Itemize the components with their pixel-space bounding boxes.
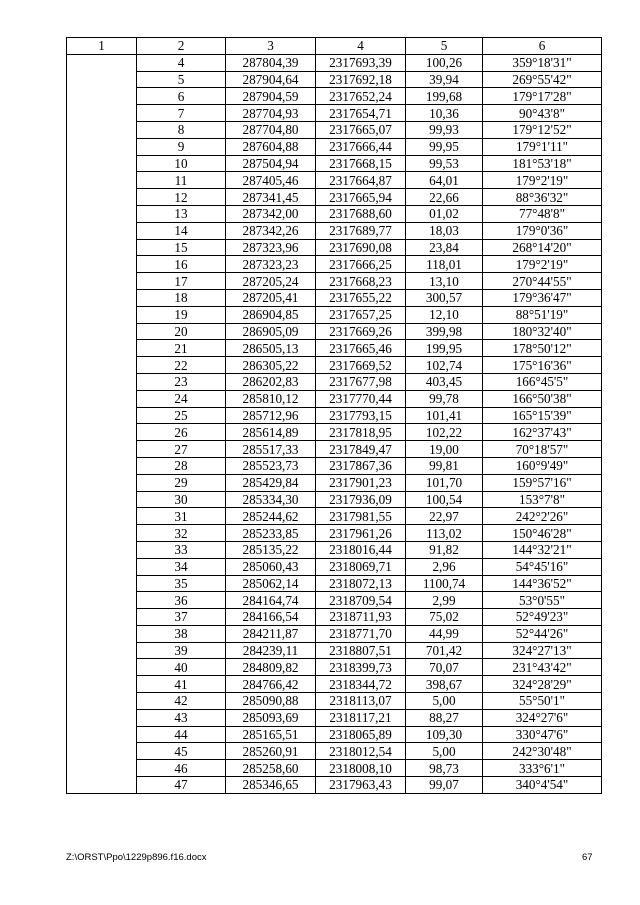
table-cell-col-2: 13 <box>137 205 226 222</box>
col-header-4: 4 <box>316 38 406 55</box>
table-cell-col-3: 285260,91 <box>226 743 316 760</box>
table-cell-col-6: 52°44'26" <box>483 625 602 642</box>
table-row <box>67 743 602 760</box>
table-cell-col-4: 2317901,23 <box>316 474 406 491</box>
table-cell-col-2: 38 <box>137 625 226 642</box>
table-cell-col-5: 01,02 <box>406 205 483 222</box>
table-cell-col-4: 2317688,60 <box>316 205 406 222</box>
table-row <box>67 222 602 239</box>
table-row <box>67 88 602 105</box>
table-cell-col-2: 25 <box>137 407 226 424</box>
table-cell-col-5: 102,22 <box>406 424 483 441</box>
table-cell-col-6: 324°28'29" <box>483 676 602 693</box>
table-cell-col-5: 113,02 <box>406 525 483 542</box>
table-cell-col-5: 99,53 <box>406 155 483 172</box>
table-cell-col-3: 285517,33 <box>226 441 316 458</box>
table-cell-col-3: 287604,88 <box>226 138 316 155</box>
table-cell-col-3: 285810,12 <box>226 390 316 407</box>
table-cell-col-2: 43 <box>137 709 226 726</box>
table-cell-col-2: 34 <box>137 558 226 575</box>
table-cell-col-4: 2317770,44 <box>316 390 406 407</box>
table-cell-col-4: 2317692,18 <box>316 71 406 88</box>
table-cell-col-6: 159°57'16" <box>483 474 602 491</box>
table-cell-col-2: 26 <box>137 424 226 441</box>
table-cell-col-4: 2317666,44 <box>316 138 406 155</box>
table-cell-col-6: 55°50'1" <box>483 693 602 710</box>
table-cell-col-2: 18 <box>137 289 226 306</box>
table-cell-col-3: 284211,87 <box>226 625 316 642</box>
table-cell-col-4: 2318069,71 <box>316 558 406 575</box>
table-cell-col-5: 39,94 <box>406 71 483 88</box>
table-cell-col-5: 398,67 <box>406 676 483 693</box>
table-row <box>67 491 602 508</box>
table-cell-col-4: 2317668,23 <box>316 273 406 290</box>
table-cell-col-2: 30 <box>137 491 226 508</box>
table-cell-col-2: 4 <box>137 54 226 71</box>
table-row <box>67 407 602 424</box>
table-cell-col-5: 13,10 <box>406 273 483 290</box>
table-row <box>67 189 602 206</box>
table-cell-col-6: 179°2'19" <box>483 256 602 273</box>
table-cell-col-6: 340°4'54" <box>483 777 602 794</box>
table-row <box>67 625 602 642</box>
table-cell-col-2: 10 <box>137 155 226 172</box>
table-cell-col-5: 2,96 <box>406 558 483 575</box>
table-cell-col-2: 21 <box>137 340 226 357</box>
table-cell-col-3: 285346,65 <box>226 777 316 794</box>
table-cell-col-6: 181°53'18" <box>483 155 602 172</box>
table-cell-col-4: 2317655,22 <box>316 289 406 306</box>
table-cell-col-6: 160°9'49" <box>483 457 602 474</box>
table-cell-col-2: 44 <box>137 726 226 743</box>
table-row <box>67 525 602 542</box>
table-cell-col-6: 269°55'42" <box>483 71 602 88</box>
table-cell-col-5: 118,01 <box>406 256 483 273</box>
table-cell-col-6: 88°36'32" <box>483 189 602 206</box>
table-row <box>67 289 602 306</box>
table-cell-col-2: 19 <box>137 306 226 323</box>
table-cell-col-2: 37 <box>137 609 226 626</box>
table-cell-col-4: 2317981,55 <box>316 508 406 525</box>
table-cell-col-3: 287323,23 <box>226 256 316 273</box>
table-cell-col-5: 88,27 <box>406 709 483 726</box>
coordinates-table-container <box>66 37 601 794</box>
table-row <box>67 609 602 626</box>
table-cell-col-6: 153°7'8" <box>483 491 602 508</box>
table-cell-col-4: 2317668,15 <box>316 155 406 172</box>
table-cell-col-2: 22 <box>137 357 226 374</box>
table-cell-col-5: 100,54 <box>406 491 483 508</box>
table-cell-col-4: 2318016,44 <box>316 541 406 558</box>
table-cell-col-5: 1100,74 <box>406 575 483 592</box>
table-cell-col-2: 11 <box>137 172 226 189</box>
table-cell-col-4: 2317818,95 <box>316 424 406 441</box>
table-cell-col-5: 98,73 <box>406 760 483 777</box>
table-cell-col-5: 99,93 <box>406 121 483 138</box>
table-cell-col-4: 2317963,43 <box>316 777 406 794</box>
table-row <box>67 424 602 441</box>
table-row <box>67 474 602 491</box>
table-cell-col-6: 77°48'8" <box>483 205 602 222</box>
table-row <box>67 373 602 390</box>
table-cell-col-5: 91,82 <box>406 541 483 558</box>
table-row <box>67 239 602 256</box>
table-cell-col-6: 52°49'23" <box>483 609 602 626</box>
table-cell-col-3: 285429,84 <box>226 474 316 491</box>
table-cell-col-6: 144°32'21" <box>483 541 602 558</box>
table-cell-col-3: 285093,69 <box>226 709 316 726</box>
table-cell-col-3: 285062,14 <box>226 575 316 592</box>
table-row <box>67 508 602 525</box>
col-header-5: 5 <box>406 38 483 55</box>
table-cell-col-3: 287804,39 <box>226 54 316 71</box>
table-row <box>67 642 602 659</box>
table-cell-col-5: 18,03 <box>406 222 483 239</box>
table-cell-col-6: 53°0'55" <box>483 592 602 609</box>
table-cell-col-6: 178°50'12" <box>483 340 602 357</box>
table-row <box>67 71 602 88</box>
table-cell-col-6: 166°45'5" <box>483 373 602 390</box>
table-cell-col-5: 102,74 <box>406 357 483 374</box>
table-cell-col-5: 22,66 <box>406 189 483 206</box>
table-cell-col-6: 165°15'39" <box>483 407 602 424</box>
table-cell-col-5: 12,10 <box>406 306 483 323</box>
table-row <box>67 575 602 592</box>
table-cell-col-5: 99,07 <box>406 777 483 794</box>
table-cell-col-6: 242°30'48" <box>483 743 602 760</box>
table-row <box>67 541 602 558</box>
table-cell-col-2: 29 <box>137 474 226 491</box>
table-cell-col-2: 23 <box>137 373 226 390</box>
footer-file-path: Z:\ORST\Ppo\1229p896.f16.docx <box>66 852 207 863</box>
table-cell-col-6: 242°2'26" <box>483 508 602 525</box>
table-cell-col-4: 2318711,93 <box>316 609 406 626</box>
table-cell-col-2: 31 <box>137 508 226 525</box>
table-cell-col-6: 179°12'52" <box>483 121 602 138</box>
table-cell-col-2: 20 <box>137 323 226 340</box>
table-cell-col-4: 2317849,47 <box>316 441 406 458</box>
table-row <box>67 659 602 676</box>
table-cell-col-2: 6 <box>137 88 226 105</box>
merged-column-1-cell <box>67 54 137 793</box>
table-cell-col-3: 284164,74 <box>226 592 316 609</box>
table-cell-col-4: 2318807,51 <box>316 642 406 659</box>
table-cell-col-4: 2317936,09 <box>316 491 406 508</box>
table-cell-col-6: 359°18'31" <box>483 54 602 71</box>
table-cell-col-4: 2318113,07 <box>316 693 406 710</box>
table-cell-col-4: 2318117,21 <box>316 709 406 726</box>
table-cell-col-3: 285614,89 <box>226 424 316 441</box>
table-row <box>67 121 602 138</box>
table-cell-col-5: 2,99 <box>406 592 483 609</box>
table-cell-col-4: 2318012,54 <box>316 743 406 760</box>
table-cell-col-5: 399,98 <box>406 323 483 340</box>
col-header-1: 1 <box>67 38 137 55</box>
table-cell-col-5: 22,97 <box>406 508 483 525</box>
table-cell-col-3: 285712,96 <box>226 407 316 424</box>
table-row <box>67 592 602 609</box>
table-cell-col-2: 28 <box>137 457 226 474</box>
table-cell-col-5: 199,95 <box>406 340 483 357</box>
table-cell-col-2: 14 <box>137 222 226 239</box>
table-cell-col-4: 2317666,25 <box>316 256 406 273</box>
table-cell-col-5: 5,00 <box>406 743 483 760</box>
table-cell-col-3: 287704,80 <box>226 121 316 138</box>
table-cell-col-2: 33 <box>137 541 226 558</box>
table-row <box>67 777 602 794</box>
table-row <box>67 760 602 777</box>
col-header-6: 6 <box>483 38 602 55</box>
table-cell-col-2: 41 <box>137 676 226 693</box>
table-cell-col-4: 2317669,52 <box>316 357 406 374</box>
table-cell-col-3: 285135,22 <box>226 541 316 558</box>
table-cell-col-2: 47 <box>137 777 226 794</box>
coordinates-table <box>66 37 602 794</box>
table-cell-col-5: 701,42 <box>406 642 483 659</box>
table-cell-col-6: 333°6'1" <box>483 760 602 777</box>
table-cell-col-2: 27 <box>137 441 226 458</box>
table-cell-col-3: 287904,64 <box>226 71 316 88</box>
table-cell-col-6: 144°36'52" <box>483 575 602 592</box>
col-header-2: 2 <box>137 38 226 55</box>
table-cell-col-3: 285523,73 <box>226 457 316 474</box>
table-cell-col-2: 12 <box>137 189 226 206</box>
table-cell-col-4: 2317677,98 <box>316 373 406 390</box>
table-cell-col-3: 286202,83 <box>226 373 316 390</box>
table-cell-col-4: 2317665,94 <box>316 189 406 206</box>
table-cell-col-4: 2318709,54 <box>316 592 406 609</box>
table-cell-col-2: 39 <box>137 642 226 659</box>
table-row <box>67 441 602 458</box>
table-cell-col-3: 285165,51 <box>226 726 316 743</box>
table-cell-col-4: 2317652,24 <box>316 88 406 105</box>
table-cell-col-5: 75,02 <box>406 609 483 626</box>
table-row <box>67 558 602 575</box>
table-cell-col-3: 287704,93 <box>226 105 316 122</box>
table-cell-col-3: 285334,30 <box>226 491 316 508</box>
table-cell-col-6: 324°27'13" <box>483 642 602 659</box>
table-cell-col-3: 286905,09 <box>226 323 316 340</box>
table-cell-col-6: 88°51'19" <box>483 306 602 323</box>
table-cell-col-2: 8 <box>137 121 226 138</box>
table-cell-col-3: 287504,94 <box>226 155 316 172</box>
table-cell-col-4: 2317961,26 <box>316 525 406 542</box>
table-cell-col-3: 287341,45 <box>226 189 316 206</box>
table-cell-col-5: 64,01 <box>406 172 483 189</box>
table-cell-col-3: 287904,59 <box>226 88 316 105</box>
table-cell-col-2: 42 <box>137 693 226 710</box>
table-cell-col-6: 179°36'47" <box>483 289 602 306</box>
table-cell-col-6: 268°14'20" <box>483 239 602 256</box>
table-row <box>67 676 602 693</box>
table-cell-col-3: 284766,42 <box>226 676 316 693</box>
table-cell-col-5: 101,41 <box>406 407 483 424</box>
table-cell-col-3: 286505,13 <box>226 340 316 357</box>
table-cell-col-4: 2317793,15 <box>316 407 406 424</box>
table-cell-col-4: 2317665,46 <box>316 340 406 357</box>
table-row <box>67 306 602 323</box>
table-cell-col-3: 285233,85 <box>226 525 316 542</box>
table-cell-col-3: 286305,22 <box>226 357 316 374</box>
table-cell-col-6: 231°43'42" <box>483 659 602 676</box>
table-cell-col-5: 5,00 <box>406 693 483 710</box>
table-row <box>67 357 602 374</box>
table-cell-col-3: 285090,88 <box>226 693 316 710</box>
table-cell-col-2: 16 <box>137 256 226 273</box>
table-cell-col-6: 90°43'8" <box>483 105 602 122</box>
table-row <box>67 172 602 189</box>
table-row <box>67 256 602 273</box>
table-row <box>67 709 602 726</box>
table-row <box>67 205 602 222</box>
table-cell-col-3: 287342,26 <box>226 222 316 239</box>
table-cell-col-6: 270°44'55" <box>483 273 602 290</box>
table-cell-col-4: 2318771,70 <box>316 625 406 642</box>
table-row <box>67 155 602 172</box>
table-row <box>67 323 602 340</box>
table-cell-col-2: 40 <box>137 659 226 676</box>
footer-page-number: 67 <box>582 852 593 863</box>
table-cell-col-4: 2318072,13 <box>316 575 406 592</box>
table-cell-col-4: 2317693,39 <box>316 54 406 71</box>
table-cell-col-2: 45 <box>137 743 226 760</box>
table-cell-col-3: 287205,41 <box>226 289 316 306</box>
table-row <box>67 54 602 71</box>
table-cell-col-4: 2317690,08 <box>316 239 406 256</box>
table-cell-col-4: 2317654,71 <box>316 105 406 122</box>
table-row <box>67 390 602 407</box>
table-row <box>67 457 602 474</box>
table-cell-col-2: 32 <box>137 525 226 542</box>
table-cell-col-2: 7 <box>137 105 226 122</box>
table-cell-col-5: 44,99 <box>406 625 483 642</box>
header-row <box>67 38 602 55</box>
table-cell-col-5: 109,30 <box>406 726 483 743</box>
table-cell-col-3: 287342,00 <box>226 205 316 222</box>
table-cell-col-6: 175°16'36" <box>483 357 602 374</box>
table-cell-col-5: 99,95 <box>406 138 483 155</box>
table-cell-col-5: 199,68 <box>406 88 483 105</box>
table-cell-col-5: 10,36 <box>406 105 483 122</box>
table-cell-col-3: 287405,46 <box>226 172 316 189</box>
table-cell-col-2: 9 <box>137 138 226 155</box>
table-cell-col-5: 99,81 <box>406 457 483 474</box>
table-cell-col-3: 285244,62 <box>226 508 316 525</box>
table-cell-col-3: 286904,85 <box>226 306 316 323</box>
table-body <box>67 54 602 793</box>
table-cell-col-3: 285060,43 <box>226 558 316 575</box>
table-cell-col-2: 15 <box>137 239 226 256</box>
table-row <box>67 105 602 122</box>
table-cell-col-3: 284166,54 <box>226 609 316 626</box>
table-cell-col-6: 324°27'6" <box>483 709 602 726</box>
table-cell-col-2: 36 <box>137 592 226 609</box>
table-cell-col-3: 287205,24 <box>226 273 316 290</box>
table-cell-col-3: 284809,82 <box>226 659 316 676</box>
table-cell-col-6: 70°18'57" <box>483 441 602 458</box>
table-cell-col-5: 23,84 <box>406 239 483 256</box>
table-row <box>67 726 602 743</box>
table-cell-col-6: 166°50'38" <box>483 390 602 407</box>
table-cell-col-5: 99,78 <box>406 390 483 407</box>
table-cell-col-4: 2318065,89 <box>316 726 406 743</box>
table-cell-col-4: 2317664,87 <box>316 172 406 189</box>
table-cell-col-4: 2317657,25 <box>316 306 406 323</box>
table-cell-col-5: 19,00 <box>406 441 483 458</box>
table-cell-col-6: 179°2'19" <box>483 172 602 189</box>
table-cell-col-2: 35 <box>137 575 226 592</box>
table-cell-col-6: 162°37'43" <box>483 424 602 441</box>
table-cell-col-6: 179°1'11" <box>483 138 602 155</box>
table-cell-col-5: 300,57 <box>406 289 483 306</box>
table-cell-col-6: 179°0'36" <box>483 222 602 239</box>
table-cell-col-4: 2318399,73 <box>316 659 406 676</box>
table-cell-col-4: 2317665,07 <box>316 121 406 138</box>
col-header-3: 3 <box>226 38 316 55</box>
table-cell-col-6: 150°46'28" <box>483 525 602 542</box>
table-cell-col-5: 70,07 <box>406 659 483 676</box>
table-cell-col-5: 100,26 <box>406 54 483 71</box>
table-row <box>67 138 602 155</box>
table-cell-col-3: 287323,96 <box>226 239 316 256</box>
table-row <box>67 273 602 290</box>
table-row <box>67 340 602 357</box>
table-cell-col-4: 2318344,72 <box>316 676 406 693</box>
table-cell-col-5: 101,70 <box>406 474 483 491</box>
table-cell-col-6: 179°17'28" <box>483 88 602 105</box>
table-cell-col-6: 330°47'6" <box>483 726 602 743</box>
table-cell-col-4: 2317689,77 <box>316 222 406 239</box>
table-cell-col-4: 2317867,36 <box>316 457 406 474</box>
table-cell-col-2: 46 <box>137 760 226 777</box>
table-cell-col-2: 24 <box>137 390 226 407</box>
table-cell-col-4: 2318008,10 <box>316 760 406 777</box>
table-cell-col-2: 17 <box>137 273 226 290</box>
table-cell-col-3: 285258,60 <box>226 760 316 777</box>
table-cell-col-6: 180°32'40" <box>483 323 602 340</box>
table-cell-col-4: 2317669,26 <box>316 323 406 340</box>
table-cell-col-3: 284239,11 <box>226 642 316 659</box>
table-row <box>67 693 602 710</box>
table-cell-col-5: 403,45 <box>406 373 483 390</box>
table-cell-col-2: 5 <box>137 71 226 88</box>
table-cell-col-6: 54°45'16" <box>483 558 602 575</box>
